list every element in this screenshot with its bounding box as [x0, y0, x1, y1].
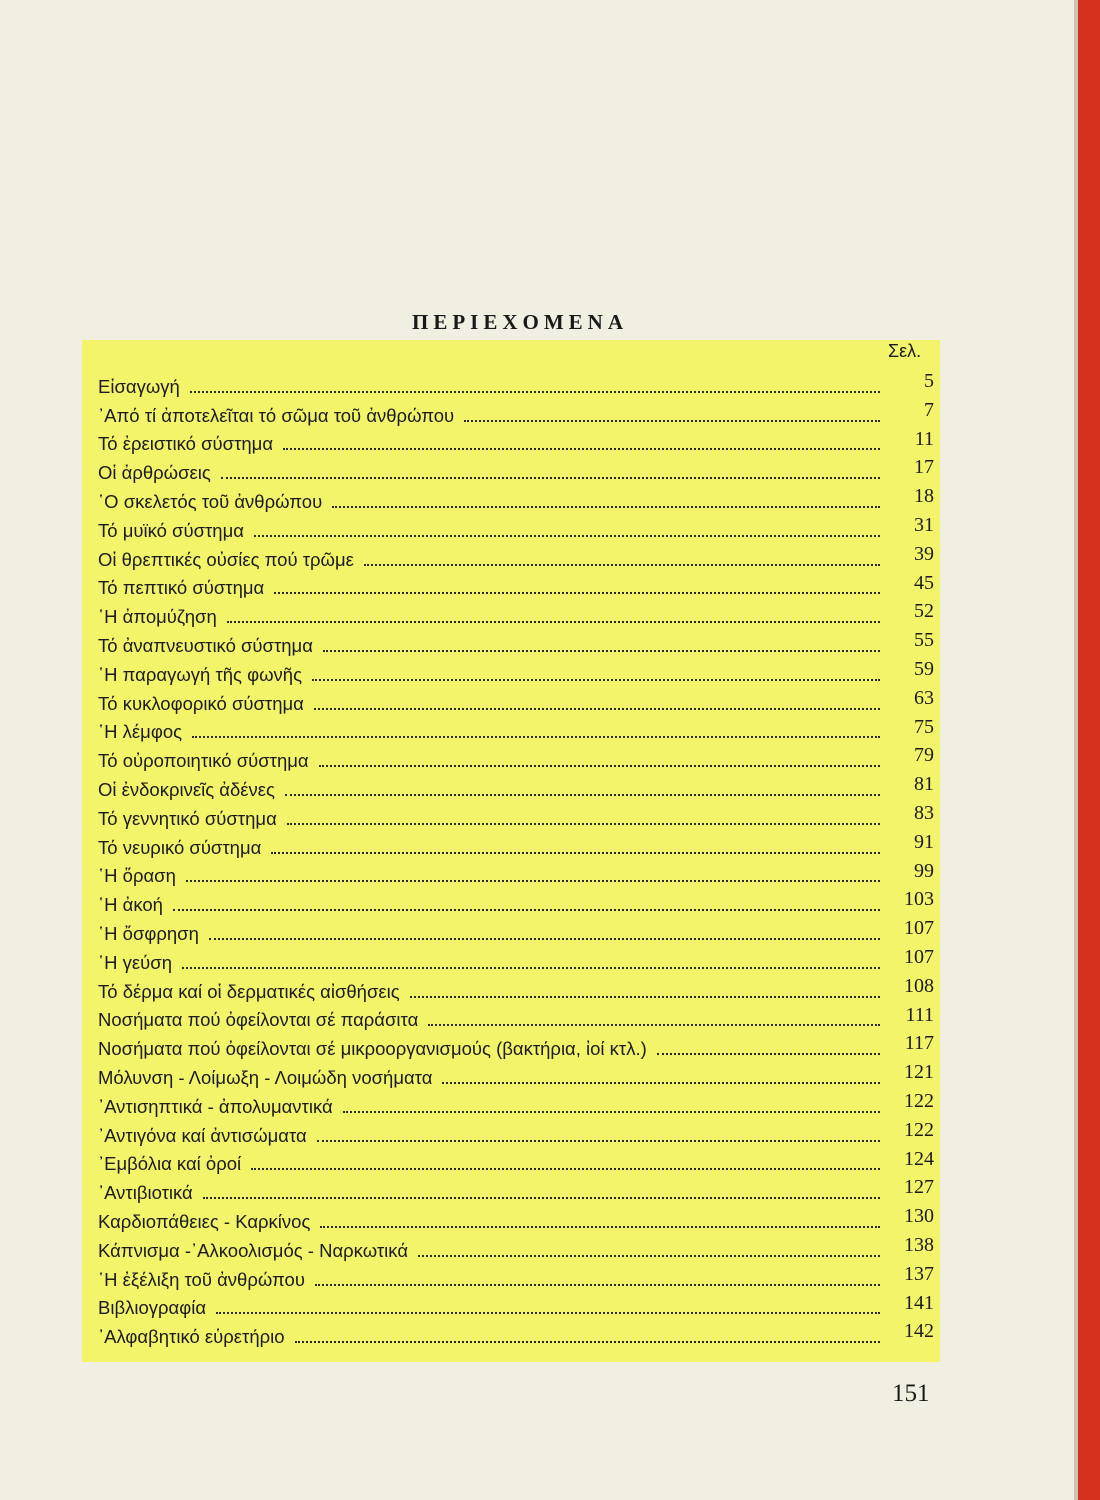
toc-entry-page: 31: [914, 513, 934, 536]
dot-leader: [464, 420, 880, 422]
toc-entry[interactable]: [98, 600, 934, 629]
toc-entry[interactable]: [98, 1263, 934, 1292]
toc-entry[interactable]: [98, 572, 934, 601]
dot-leader: [315, 1284, 880, 1286]
toc-entry[interactable]: [98, 1234, 934, 1263]
toc-entry-title: Μόλυνση - Λοίμωξη - Λοιμώδη νοσήματα: [98, 1066, 433, 1088]
toc-entry-title: Οἱ ἀρθρώσεις: [98, 462, 211, 484]
toc-entry-page: 5: [924, 370, 934, 392]
toc-entry-title: ᾿Αντιβιοτικά: [98, 1182, 193, 1204]
toc-entry[interactable]: [98, 658, 934, 687]
toc-entry-title: Τό πεπτικό σύστημα: [98, 577, 265, 599]
dot-leader: [319, 765, 880, 767]
toc-entry-page: 121: [904, 1061, 934, 1084]
toc-entry-title: ᾿Αλφαβητικό εὑρετήριο: [98, 1326, 285, 1348]
toc-entry[interactable]: [98, 1119, 934, 1148]
dot-leader: [283, 448, 880, 450]
toc-entry-title: Οἱ θρεπτικές οὐσίες πού τρῶμε: [98, 548, 354, 570]
toc-entry[interactable]: [98, 716, 934, 745]
dot-leader: [186, 880, 880, 882]
toc-entry-page: 111: [905, 1003, 934, 1026]
toc-entry[interactable]: [98, 370, 934, 399]
dot-leader: [254, 535, 880, 537]
toc-entry[interactable]: [98, 399, 934, 428]
toc-entry-title: Τό γεννητικό σύστημα: [98, 807, 277, 829]
toc-entry-page: 107: [904, 945, 934, 968]
toc-entry-title: Βιβλιογραφία: [98, 1297, 207, 1319]
toc-entry[interactable]: [98, 975, 934, 1004]
toc-entry-title: Καρδιοπάθειες - Καρκίνος: [98, 1210, 311, 1232]
dot-leader: [657, 1053, 880, 1055]
toc-entry-page: 18: [914, 485, 934, 508]
toc-entry-title: Νοσήματα πού ὀφείλονται σέ μικροοργανισμούς (βακτήρια, ἰοί κτλ.): [98, 1038, 647, 1060]
toc-entry-page: 45: [914, 571, 934, 594]
toc-entry[interactable]: [98, 744, 934, 773]
dot-leader: [216, 1312, 880, 1314]
toc-entry-page: 124: [904, 1147, 934, 1170]
toc-entry-title: ῾Η γεύση: [98, 951, 172, 973]
toc-entry-page: 108: [904, 974, 934, 997]
toc-entry[interactable]: [98, 629, 934, 658]
toc-entry[interactable]: [98, 485, 934, 514]
toc-entry-page: 39: [914, 542, 934, 565]
dot-leader: [332, 506, 880, 508]
dot-leader: [190, 391, 880, 393]
page-edge: [1078, 0, 1100, 1500]
toc-entry-page: 137: [904, 1262, 934, 1285]
toc-entry-page: 83: [914, 801, 934, 824]
toc-entry-page: 55: [914, 629, 934, 652]
dot-leader: [287, 823, 880, 825]
toc-entry-page: 75: [914, 715, 934, 738]
toc-entry-title: Τό δέρμα καί οἱ δερματικές αἰσθήσεις: [98, 980, 400, 1002]
toc-entry[interactable]: [98, 860, 934, 889]
toc-entry[interactable]: [98, 456, 934, 485]
dot-leader: [428, 1024, 880, 1026]
dot-leader: [442, 1082, 880, 1084]
toc-entry-page: 122: [904, 1118, 934, 1141]
toc-entry-title: ῾Ο σκελετός τοῦ ἀνθρώπου: [98, 490, 323, 512]
toc-entry-title: ῾Η ἀπομύζηση: [98, 606, 217, 628]
dot-leader: [227, 621, 880, 623]
dot-leader: [182, 967, 880, 969]
toc-entry-title: ῾Η ὅραση: [98, 865, 176, 887]
toc-entry-title: Τό νευρικό σύστημα: [98, 836, 262, 858]
toc-entry[interactable]: [98, 831, 934, 860]
toc-entry[interactable]: [98, 1148, 934, 1177]
dot-leader: [274, 592, 880, 594]
table-of-contents: [98, 370, 934, 1349]
toc-entry[interactable]: [98, 1176, 934, 1205]
toc-entry[interactable]: [98, 687, 934, 716]
toc-entry-page: 52: [914, 600, 934, 623]
toc-entry-page: 17: [914, 456, 934, 479]
dot-leader: [418, 1255, 880, 1257]
toc-entry[interactable]: [98, 1320, 934, 1349]
toc-entry-title: Τό μυϊκό σύστημα: [98, 519, 244, 541]
toc-entry-page: 130: [904, 1205, 934, 1228]
toc-entry-title: ῾Η ἐξέλιξη τοῦ ἀνθρώπου: [98, 1268, 305, 1290]
toc-entry-page: 107: [904, 917, 934, 940]
toc-entry-title: Κάπνισμα -᾿Αλκοολισμός - Ναρκωτικά: [98, 1239, 409, 1261]
toc-entry[interactable]: [98, 1061, 934, 1090]
dot-leader: [320, 1226, 880, 1228]
toc-entry-page: 127: [904, 1176, 934, 1199]
toc-entry[interactable]: [98, 773, 934, 802]
dot-leader: [343, 1111, 880, 1113]
page-number: 151: [892, 1380, 930, 1407]
toc-entry[interactable]: [98, 1032, 934, 1061]
dot-leader: [271, 852, 880, 854]
toc-entry-title: Τό ἐρειστικό σύστημα: [98, 433, 274, 455]
toc-entry-title: ᾿Από τί ἀποτελεῖται τό σῶμα τοῦ ἀνθρώπου: [98, 404, 455, 426]
toc-entry[interactable]: [98, 1205, 934, 1234]
dot-leader: [173, 909, 880, 911]
toc-entry[interactable]: [98, 1004, 934, 1033]
toc-entry-page: 11: [914, 427, 934, 450]
toc-entry-title: ᾿Εμβόλια καί ὀροί: [98, 1153, 242, 1175]
dot-leader: [314, 708, 880, 710]
toc-entry-title: ῾Η παραγωγή τῆς φωνῆς: [98, 663, 302, 685]
dot-leader: [364, 564, 880, 566]
toc-entry-page: 63: [914, 686, 934, 709]
dot-leader: [221, 477, 880, 479]
toc-entry[interactable]: [98, 428, 934, 457]
dot-leader: [203, 1197, 880, 1199]
dot-leader: [410, 996, 880, 998]
toc-entry[interactable]: [98, 946, 934, 975]
toc-entry[interactable]: [98, 1292, 934, 1321]
toc-entry[interactable]: [98, 543, 934, 572]
toc-entry-title: Τό οὐροποιητικό σύστημα: [98, 750, 309, 772]
toc-entry-title: ῾Η ὄσφρηση: [98, 922, 199, 944]
toc-entry-page: 7: [924, 398, 934, 421]
toc-entry[interactable]: [98, 802, 934, 831]
dot-leader: [295, 1341, 880, 1343]
toc-entry-page: 117: [904, 1032, 934, 1055]
dot-leader: [317, 1140, 880, 1142]
toc-entry-page: 59: [914, 657, 934, 680]
dot-leader: [251, 1168, 880, 1170]
toc-entry-page: 91: [914, 830, 934, 853]
toc-entry[interactable]: [98, 514, 934, 543]
toc-entry-title: Τό κυκλοφορικό σύστημα: [98, 692, 304, 714]
toc-entry-title: ᾿Αντισηπτικά - ἀπολυμαντικά: [98, 1095, 333, 1117]
dot-leader: [192, 736, 880, 738]
toc-entry-page: 81: [914, 773, 934, 796]
toc-entry-title: Νοσήματα πού ὀφείλονται σέ παράσιτα: [98, 1009, 419, 1031]
toc-entry-title: Εἰσαγωγή: [98, 375, 180, 397]
toc-entry-page: 79: [914, 744, 934, 767]
toc-entry-page: 99: [914, 859, 934, 882]
toc-entry-page: 138: [904, 1233, 934, 1256]
toc-entry-page: 141: [904, 1291, 934, 1314]
toc-entry-title: ᾿Αντιγόνα καί ἀντισώματα: [98, 1124, 307, 1146]
dot-leader: [312, 679, 880, 681]
toc-entry-title: ῾Η λέμφος: [98, 721, 183, 743]
toc-entry-page: 122: [904, 1089, 934, 1112]
page-column-header: Σελ.: [888, 341, 922, 361]
toc-entry[interactable]: [98, 1090, 934, 1119]
page-title: ΠΕΡΙΕΧΟΜΕΝΑ: [411, 310, 628, 335]
dot-leader: [285, 794, 880, 796]
toc-entry-title: Τό ἀναπνευστικό σύστημα: [98, 634, 313, 656]
toc-entry[interactable]: [98, 917, 934, 946]
toc-entry-page: 103: [904, 888, 934, 911]
toc-entry[interactable]: [98, 888, 934, 917]
dot-leader: [323, 650, 880, 652]
toc-entry-page: 142: [904, 1320, 934, 1343]
toc-entry-title: Οἱ ἐνδοκρινεῖς ἀδένες: [98, 778, 275, 800]
dot-leader: [209, 938, 880, 940]
toc-entry-title: ῾Η ἀκοή: [98, 894, 163, 916]
